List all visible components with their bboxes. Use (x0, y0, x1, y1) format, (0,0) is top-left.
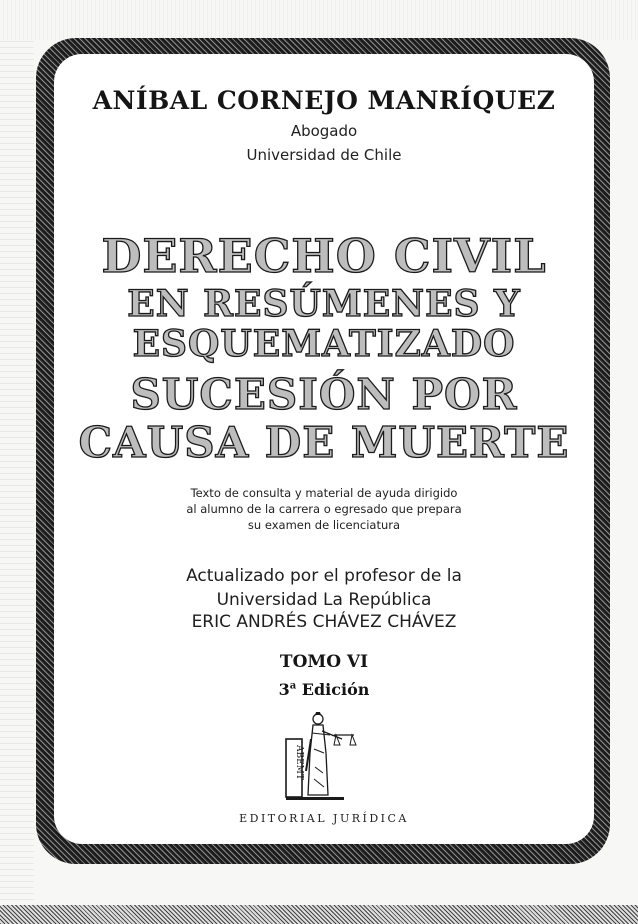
description-line-1: Texto de consulta y material de ayuda dirigido (190, 486, 458, 500)
edition-superscript: a (289, 680, 297, 692)
publisher-name: EDITORIAL JURÍDICA (239, 812, 409, 825)
update-line-3: ERIC ANDRÉS CHÁVEZ CHÁVEZ (191, 612, 457, 632)
author-name: ANÍBAL CORNEJO MANRÍQUEZ (92, 86, 556, 115)
title-line-5: CAUSA DE MUERTE (78, 418, 570, 467)
scan-edge-bottom (0, 905, 638, 924)
edition-number: 3 (278, 680, 290, 699)
title-line-1: DERECHO CIVIL (101, 229, 547, 283)
description-line-2: al alumno de la carrera o egresado que prepara (186, 502, 462, 516)
logo-text: ABEMT (294, 745, 304, 780)
author-university: Universidad de Chile (246, 146, 402, 164)
justice-statue-logo (284, 709, 364, 801)
description-line-3: su examen de licenciatura (247, 518, 401, 532)
edition-word: Edición (301, 680, 370, 699)
edition-label (54, 680, 594, 699)
author-profession: Abogado (290, 122, 358, 140)
update-line-1: Actualizado por el profesor de la (186, 566, 462, 586)
title-line-3: ESQUEMATIZADO (132, 323, 516, 365)
scan-edge-top (0, 0, 638, 40)
volume-label: TOMO VI (279, 652, 369, 672)
title-line-4: SUCESIÓN POR (130, 370, 518, 419)
title-line-2: EN RESÚMENES Y (127, 283, 521, 325)
scan-edge-left (0, 40, 34, 905)
update-line-2: Universidad La República (216, 590, 432, 610)
